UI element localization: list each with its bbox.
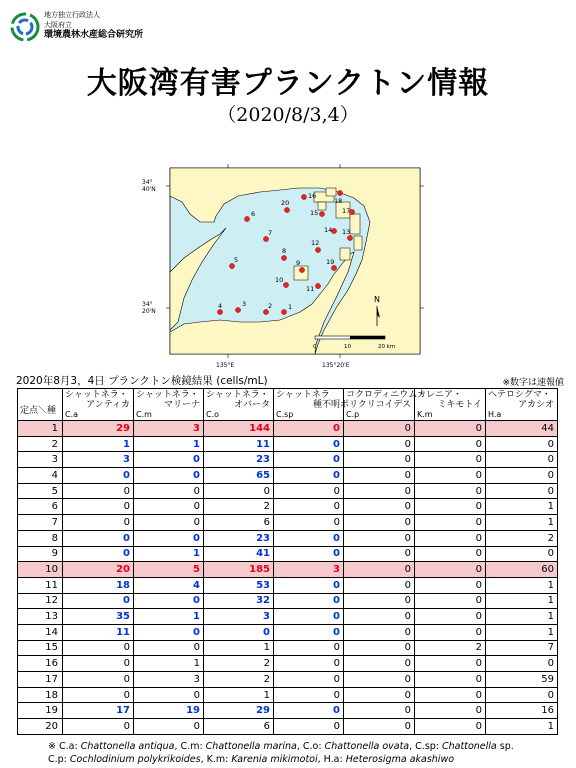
survey-date: （2020/8/3,4）: [217, 104, 359, 126]
cell-cm: 3: [134, 421, 204, 437]
cell-ha: 0: [486, 468, 558, 484]
cell-cm: 1: [134, 546, 204, 562]
cell-km: 0: [415, 624, 486, 640]
cell-cm: 5: [134, 562, 204, 578]
cell-cp: 0: [344, 719, 415, 735]
header-ca: [63, 389, 134, 421]
header-l1: ヘテロシグマ・: [488, 390, 551, 400]
cell-ca: 0: [63, 656, 134, 672]
header-ab: K.m: [417, 410, 433, 419]
station-label-17: 17: [342, 207, 351, 215]
cell-km: 0: [415, 468, 486, 484]
header-ha: [486, 389, 558, 421]
cell-co: 144: [204, 421, 274, 437]
cell-co: 3: [204, 609, 274, 625]
cell-ca: 20: [63, 562, 134, 578]
cell-ca: 0: [63, 499, 134, 515]
cell-cm: 0: [134, 593, 204, 609]
cell-cm: 0: [134, 687, 204, 703]
header-l1: カレニア・: [417, 390, 463, 400]
species-name: Heterosigma akashiwo: [345, 754, 455, 765]
cell-csp: 0: [274, 640, 344, 656]
svg-text:N: N: [374, 295, 380, 304]
cell-co: 1: [204, 640, 274, 656]
cell-ha: 0: [486, 483, 558, 499]
cell-km: 0: [415, 483, 486, 499]
cell-km: 0: [415, 499, 486, 515]
cell-ca: 1: [63, 436, 134, 452]
station-marker-11: [315, 283, 320, 288]
cell-cp: 0: [344, 593, 415, 609]
station-id: 5: [18, 483, 63, 499]
cell-co: 2: [204, 656, 274, 672]
table-row: [18, 436, 558, 452]
station-label-7: 7: [268, 229, 273, 237]
station-label-2: 2: [268, 302, 273, 310]
cell-ca: 0: [63, 593, 134, 609]
table-row: [18, 499, 558, 515]
station-marker-4: [217, 309, 222, 314]
lat-label-north-l1: 34°: [142, 179, 153, 186]
cell-csp: 0: [274, 609, 344, 625]
lon-label-west: 135°E: [216, 362, 235, 369]
station-id: 10: [18, 562, 63, 578]
station-label-1: 1: [288, 303, 293, 311]
station-marker-7: [263, 236, 268, 241]
cell-cp: 0: [344, 483, 415, 499]
cell-cp: 0: [344, 515, 415, 531]
station-id: 15: [18, 640, 63, 656]
header-ab: C.p: [346, 410, 360, 419]
cell-ca: 0: [63, 640, 134, 656]
station-marker-13: [347, 235, 352, 240]
cell-co: 2: [204, 499, 274, 515]
cell-cp: 0: [344, 436, 415, 452]
cell-csp: 0: [274, 530, 344, 546]
cell-km: 0: [415, 687, 486, 703]
cell-ha: 2: [486, 530, 558, 546]
cell-cp: 0: [344, 703, 415, 719]
logo-line3: 環境農林水産総合研究所: [44, 30, 144, 40]
species-name: Chattonella marina: [205, 741, 297, 752]
station-id: 20: [18, 719, 63, 735]
footnote-text: C.p:: [48, 754, 70, 765]
cell-ha: 0: [486, 656, 558, 672]
cell-csp: 0: [274, 436, 344, 452]
cell-cm: 0: [134, 499, 204, 515]
cell-csp: 0: [274, 624, 344, 640]
header-cm: [134, 389, 204, 421]
cell-cp: 0: [344, 546, 415, 562]
station-marker-6: [244, 216, 249, 221]
cell-cm: 0: [134, 719, 204, 735]
footnote-line-1: [48, 740, 514, 753]
page-title: 大阪湾有害プランクトン情報: [86, 66, 490, 101]
cell-km: 0: [415, 562, 486, 578]
station-id: 19: [18, 703, 63, 719]
cell-csp: 0: [274, 421, 344, 437]
station-marker-9: [299, 267, 304, 272]
cell-cm: 0: [134, 452, 204, 468]
cell-km: 0: [415, 452, 486, 468]
svg-text:10: 10: [344, 344, 351, 350]
table-row: [18, 593, 558, 609]
table-row: [18, 483, 558, 499]
cell-cm: 0: [134, 468, 204, 484]
cell-ca: 35: [63, 609, 134, 625]
lat-label-south-l2: 20'N: [142, 308, 156, 315]
table-row: [18, 640, 558, 656]
cell-ha: 0: [486, 452, 558, 468]
cell-csp: 0: [274, 672, 344, 688]
table-row: [18, 530, 558, 546]
header-l2: オバータ: [234, 400, 270, 410]
station-label-11: 11: [306, 285, 315, 293]
station-id: 11: [18, 577, 63, 593]
cell-ca: 3: [63, 452, 134, 468]
species-footnote: [48, 740, 514, 766]
cell-cm: 0: [134, 515, 204, 531]
cell-cp: 0: [344, 530, 415, 546]
station-id: 16: [18, 656, 63, 672]
table-row: [18, 577, 558, 593]
cell-cm: 1: [134, 656, 204, 672]
header-ab: C.o: [206, 410, 220, 419]
cell-cp: 0: [344, 577, 415, 593]
footnote-text: sp.: [496, 741, 514, 752]
cell-ca: 0: [63, 672, 134, 688]
station-label-18: 18: [334, 197, 343, 205]
cell-cm: 0: [134, 530, 204, 546]
station-marker-19: [331, 265, 336, 270]
cell-csp: 0: [274, 656, 344, 672]
osaka-bay-station-map: [140, 162, 430, 380]
cell-cp: 0: [344, 499, 415, 515]
footnote-text: ※ C.a:: [48, 741, 81, 752]
station-label-8: 8: [282, 247, 287, 255]
footnote-line-2: [48, 753, 514, 766]
species-name: Chattonella antiqua: [80, 741, 175, 752]
header-l1: シャットネラ: [276, 390, 330, 400]
lat-label-north-l2: 40'N: [142, 186, 156, 193]
cell-csp: 0: [274, 546, 344, 562]
cell-km: 0: [415, 577, 486, 593]
station-marker-1: [281, 309, 286, 314]
cell-co: 23: [204, 530, 274, 546]
station-marker-12: [315, 247, 320, 252]
cell-ca: 0: [63, 719, 134, 735]
cell-cm: 19: [134, 703, 204, 719]
header-ab: H.a: [488, 410, 502, 419]
cell-co: 23: [204, 452, 274, 468]
svg-text:0: 0: [313, 344, 317, 350]
cell-co: 0: [204, 483, 274, 499]
cell-cp: 0: [344, 687, 415, 703]
species-name: Cochlodinium polykrikoides: [69, 754, 201, 765]
cell-ha: 1: [486, 577, 558, 593]
header-km: [415, 389, 486, 421]
station-label-9: 9: [296, 259, 301, 267]
station-marker-20: [284, 207, 289, 212]
cell-co: 65: [204, 468, 274, 484]
header-ab: C.sp: [276, 410, 294, 419]
cell-co: 1: [204, 687, 274, 703]
cell-ca: 0: [63, 546, 134, 562]
cell-ca: 0: [63, 530, 134, 546]
lat-label-south-l1: 34°: [142, 301, 153, 308]
station-label-6: 6: [251, 210, 256, 218]
cell-csp: 0: [274, 515, 344, 531]
station-marker-16: [301, 194, 306, 199]
cell-km: 0: [415, 672, 486, 688]
footnote-text: , K.m:: [200, 754, 232, 765]
cell-ha: 1: [486, 609, 558, 625]
station-id: 4: [18, 468, 63, 484]
cell-ca: 11: [63, 624, 134, 640]
cell-ha: 1: [486, 499, 558, 515]
table-row: [18, 703, 558, 719]
header-l1: シャットネラ・: [65, 390, 128, 400]
cell-csp: 3: [274, 562, 344, 578]
cell-ha: 0: [486, 546, 558, 562]
station-label-15: 15: [310, 209, 319, 217]
table-caption: 2020年8月3，4日 プランクトン検鏡結果 (cells/mL): [16, 375, 268, 387]
station-label-13: 13: [342, 228, 351, 236]
cell-ha: 44: [486, 421, 558, 437]
species-name: Chattonella ovata: [324, 741, 410, 752]
header-l2: ミキモトイ: [437, 400, 482, 410]
table-row: [18, 687, 558, 703]
cell-km: 0: [415, 546, 486, 562]
table-row: [18, 546, 558, 562]
cell-ca: 18: [63, 577, 134, 593]
cell-ca: 17: [63, 703, 134, 719]
station-id: 18: [18, 687, 63, 703]
plankton-count-table: [17, 388, 558, 735]
station-label-20: 20: [281, 199, 290, 207]
cell-csp: 0: [274, 468, 344, 484]
cell-co: 2: [204, 672, 274, 688]
station-label-4: 4: [218, 302, 223, 310]
cell-km: 0: [415, 436, 486, 452]
station-marker-8: [281, 255, 286, 260]
cell-cp: 0: [344, 672, 415, 688]
cell-co: 0: [204, 624, 274, 640]
station-label-19: 19: [326, 258, 335, 266]
cell-co: 53: [204, 577, 274, 593]
species-name: Karenia mikimotoi: [231, 754, 318, 765]
table-row: [18, 719, 558, 735]
table-row: [18, 421, 558, 437]
cell-co: 41: [204, 546, 274, 562]
cell-km: 0: [415, 656, 486, 672]
cell-cp: 0: [344, 609, 415, 625]
logo-line1: 地方独立行政法人: [44, 11, 100, 19]
station-marker-15: [319, 211, 324, 216]
station-id: 6: [18, 499, 63, 515]
header-l2: アンティカ: [86, 400, 130, 410]
cell-ha: 16: [486, 703, 558, 719]
cell-csp: 0: [274, 499, 344, 515]
cell-ha: 0: [486, 436, 558, 452]
cell-csp: 0: [274, 593, 344, 609]
cell-ca: 29: [63, 421, 134, 437]
cell-csp: 0: [274, 483, 344, 499]
station-id: 17: [18, 672, 63, 688]
cell-cm: 3: [134, 672, 204, 688]
station-marker-5: [229, 263, 234, 268]
cell-km: 2: [415, 640, 486, 656]
header-l2: アカシオ: [518, 400, 554, 410]
corner-label: 定点＼種: [20, 406, 57, 416]
cell-km: 0: [415, 719, 486, 735]
cell-csp: 0: [274, 687, 344, 703]
station-label-3: 3: [242, 300, 247, 308]
station-marker-3: [235, 307, 240, 312]
cell-ca: 0: [63, 483, 134, 499]
cell-ha: 59: [486, 672, 558, 688]
cell-cm: 0: [134, 624, 204, 640]
station-label-5: 5: [234, 256, 239, 264]
cell-cm: 0: [134, 483, 204, 499]
cell-csp: 0: [274, 719, 344, 735]
logo-line2: 大阪府立: [44, 21, 72, 29]
station-id: 2: [18, 436, 63, 452]
station-label-12: 12: [311, 239, 320, 247]
cell-co: 32: [204, 593, 274, 609]
cell-co: 29: [204, 703, 274, 719]
cell-km: 0: [415, 530, 486, 546]
station-id: 13: [18, 609, 63, 625]
station-id: 7: [18, 515, 63, 531]
logo-text: [44, 10, 143, 40]
header-l2: 種不明: [312, 400, 340, 410]
table-row: [18, 468, 558, 484]
footnote-text: , C.sp:: [409, 741, 443, 752]
station-label-10: 10: [275, 276, 284, 284]
header-corner: [18, 389, 63, 421]
header-l1: シャットネラ・: [206, 390, 269, 400]
cell-csp: 0: [274, 452, 344, 468]
cell-ca: 0: [63, 468, 134, 484]
cell-co: 185: [204, 562, 274, 578]
table-row: [18, 452, 558, 468]
cell-ha: 1: [486, 515, 558, 531]
station-id: 12: [18, 593, 63, 609]
table-row: [18, 624, 558, 640]
table-row: [18, 515, 558, 531]
cell-cp: 0: [344, 421, 415, 437]
footnote-text: , H.a:: [317, 754, 346, 765]
cell-cp: 0: [344, 640, 415, 656]
footnote-text: , C.m:: [174, 741, 206, 752]
cell-csp: 0: [274, 577, 344, 593]
cell-cp: 0: [344, 468, 415, 484]
station-marker-2: [263, 309, 268, 314]
cell-ha: 1: [486, 593, 558, 609]
table-header-row: [18, 389, 558, 421]
cell-ha: 7: [486, 640, 558, 656]
table-row: [18, 672, 558, 688]
station-id: 9: [18, 546, 63, 562]
cell-ha: 0: [486, 687, 558, 703]
cell-ha: 1: [486, 719, 558, 735]
cell-cm: 4: [134, 577, 204, 593]
cell-cm: 1: [134, 436, 204, 452]
station-id: 1: [18, 421, 63, 437]
header-l1: シャットネラ・: [136, 390, 199, 400]
svg-text:20 km: 20 km: [378, 344, 396, 350]
cell-km: 0: [415, 593, 486, 609]
header-ab: C.a: [65, 410, 79, 419]
station-id: 8: [18, 530, 63, 546]
header-l2: マリーナ: [163, 400, 200, 410]
station-marker-10: [283, 282, 288, 287]
station-label-14: 14: [324, 226, 333, 234]
lon-label-east: 135°20'E: [322, 362, 350, 369]
station-id: 3: [18, 452, 63, 468]
header-co: [204, 389, 274, 421]
institute-logo-icon: [10, 12, 40, 42]
cell-ha: 60: [486, 562, 558, 578]
cell-km: 0: [415, 515, 486, 531]
cell-ca: 0: [63, 515, 134, 531]
table-row: [18, 656, 558, 672]
cell-km: 0: [415, 609, 486, 625]
cell-co: 6: [204, 719, 274, 735]
table-row: [18, 609, 558, 625]
institute-logo: [10, 8, 170, 48]
cell-cm: 0: [134, 640, 204, 656]
cell-co: 6: [204, 515, 274, 531]
table-row: [18, 562, 558, 578]
cell-cp: 0: [344, 656, 415, 672]
footnote-text: , C.o:: [296, 741, 325, 752]
header-l1: コクロディニウム・: [346, 390, 427, 400]
cell-cm: 1: [134, 609, 204, 625]
header-csp: [274, 389, 344, 421]
cell-km: 0: [415, 703, 486, 719]
station-id: 14: [18, 624, 63, 640]
station-marker-18: [337, 190, 342, 195]
cell-co: 11: [204, 436, 274, 452]
header-ab: C.m: [136, 410, 152, 419]
station-label-16: 16: [308, 192, 317, 200]
cell-cp: 0: [344, 562, 415, 578]
cell-cp: 0: [344, 452, 415, 468]
cell-csp: 0: [274, 703, 344, 719]
header-l2: ポリクリコイデス: [339, 400, 411, 410]
preliminary-note: ※数字は速報値: [502, 378, 564, 388]
cell-ca: 0: [63, 687, 134, 703]
cell-cp: 0: [344, 624, 415, 640]
species-name: Chattonella: [442, 741, 497, 752]
cell-km: 0: [415, 421, 486, 437]
cell-ha: 1: [486, 624, 558, 640]
